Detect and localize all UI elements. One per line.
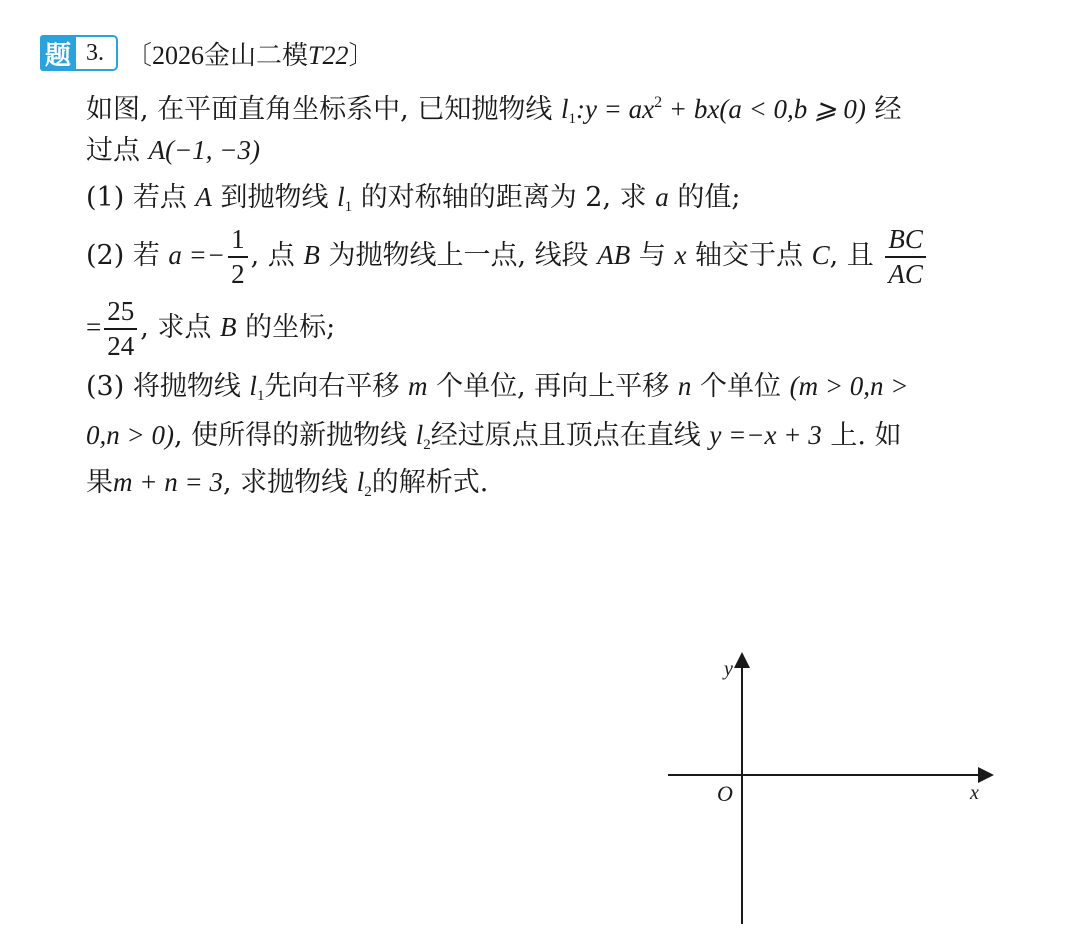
problem-intro-line-2: 过点 A(−1, −3) <box>86 135 261 166</box>
x-axis-label: x <box>970 782 979 804</box>
x-axis-arrow <box>978 767 994 783</box>
problem-badge-icon: 题 <box>40 35 76 71</box>
fraction-one-half: $\frac{1}{2}$ <box>228 226 248 288</box>
part-2-line-1: (2) 若 a =− $\frac{1}{2}$ , 点 B 为抛物线上一点, 线段 AB 与 x 轴交于点 C, 且 $\frac{BC}{AC}$ <box>86 222 929 289</box>
part-3-line-2: 0,n > 0), 使所得的新抛物线 $l_2$经过原点且顶点在直线 y =−x + 3 上. 如 <box>86 420 902 453</box>
part-3-line-1: (3) 将抛物线 $l_1$先向右平移 m 个单位, 再向上平移 n 个单位 (m > 0,n > <box>86 371 909 404</box>
y-axis-label: y <box>724 658 733 680</box>
origin-label: O <box>717 781 733 806</box>
problem-source: 〔2026金山二模T22〕 <box>126 40 375 70</box>
problem-intro-line-1: 如图, 在平面直角坐标系中, 已知抛物线 $l_1:y = ax^2 + bx(a < 0,b$ ⩾ 0) 经 <box>86 94 902 127</box>
fraction-bc-over-ac: $\frac{BC}{AC}$ <box>885 226 926 288</box>
part-1: (1) 若点 A 到抛物线 $l_1$ 的对称轴的距离为 2, 求 a 的值; <box>86 182 741 215</box>
part-2-line-2: = $\frac{25}{24}$ , 求点 B 的坐标; <box>86 295 336 361</box>
part-3-line-3: 果m + n = 3, 求抛物线 $l_2$的解析式. <box>86 467 489 500</box>
problem-number: 3. <box>76 35 118 71</box>
fraction-25-over-24: $\frac{25}{24}$ <box>104 298 137 360</box>
y-axis-arrow <box>734 652 750 668</box>
